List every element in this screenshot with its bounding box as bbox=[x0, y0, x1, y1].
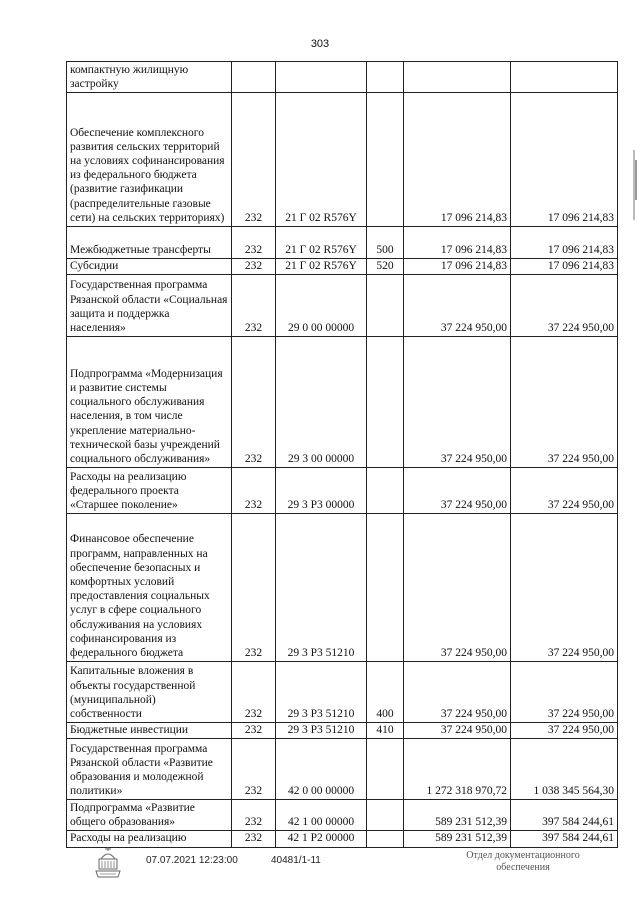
seal-icon bbox=[93, 845, 123, 881]
table-row bbox=[67, 275, 618, 337]
row-amount-b: 17 096 214,83 bbox=[511, 259, 618, 275]
row-amount-b: 37 224 950,00 bbox=[511, 662, 618, 723]
row-amount-b: 397 584 244,61 bbox=[511, 800, 618, 831]
table-row bbox=[67, 831, 618, 847]
row-amount-a: 17 096 214,83 bbox=[404, 259, 511, 275]
page-number: 303 bbox=[310, 38, 330, 50]
row-code: 232 bbox=[232, 93, 276, 227]
row-name: Государственная программа Рязанской области «Социальная защита и поддержка населения» bbox=[67, 275, 232, 337]
table-row bbox=[67, 227, 618, 259]
row-name: Финансовое обеспечение программ, направленных на обеспечение безопасных и комфортных условий предоставления социальных услуг в сфере социального обслуживания на условиях софинансирования из федерального бюджета bbox=[67, 514, 232, 662]
row-amount-b: 1 038 345 564,30 bbox=[511, 739, 618, 800]
row-amount-a: 17 096 214,83 bbox=[404, 227, 511, 259]
row-code: 232 bbox=[232, 800, 276, 831]
row-code: 232 bbox=[232, 227, 276, 259]
table-row bbox=[67, 93, 618, 227]
department-stamp bbox=[438, 850, 608, 874]
row-amount-b: 37 224 950,00 bbox=[511, 514, 618, 662]
row-target-article: 42 0 00 00000 bbox=[276, 739, 367, 800]
row-name: компактную жилищную застройку bbox=[67, 62, 232, 93]
table-row bbox=[67, 723, 618, 739]
row-code: 232 bbox=[232, 831, 276, 847]
row-expense-type bbox=[367, 800, 404, 831]
row-target-article: 29 3 Р3 51210 bbox=[276, 514, 367, 662]
row-amount-a: 1 272 318 970,72 bbox=[404, 739, 511, 800]
row-amount-a: 589 231 512,39 bbox=[404, 800, 511, 831]
row-expense-type bbox=[367, 275, 404, 337]
row-code: 232 bbox=[232, 662, 276, 723]
department-stamp-line1: Отдел документационного bbox=[466, 850, 580, 861]
row-amount-b: 397 584 244,61 bbox=[511, 831, 618, 847]
row-amount-a: 37 224 950,00 bbox=[404, 275, 511, 337]
row-target-article: 21 Г 02 R576Y bbox=[276, 227, 367, 259]
row-expense-type: 410 bbox=[367, 723, 404, 739]
row-target-article: 29 3 00 00000 bbox=[276, 337, 367, 468]
row-amount-a: 37 224 950,00 bbox=[404, 723, 511, 739]
row-amount-b: 37 224 950,00 bbox=[511, 468, 618, 514]
row-target-article: 42 1 Р2 00000 bbox=[276, 831, 367, 847]
row-code: 232 bbox=[232, 723, 276, 739]
table-row bbox=[67, 337, 618, 468]
row-target-article: 29 3 Р3 51210 bbox=[276, 662, 367, 723]
row-amount-b: 17 096 214,83 bbox=[511, 227, 618, 259]
row-code: 232 bbox=[232, 259, 276, 275]
row-expense-type bbox=[367, 514, 404, 662]
row-name: Расходы на реализацию федерального проекта «Старшее поколение» bbox=[67, 468, 232, 514]
row-amount-a: 37 224 950,00 bbox=[404, 514, 511, 662]
row-amount-a: 17 096 214,83 bbox=[404, 93, 511, 227]
row-target-article: 29 3 Р3 00000 bbox=[276, 468, 367, 514]
row-amount-a: 37 224 950,00 bbox=[404, 337, 511, 468]
row-amount-a: 37 224 950,00 bbox=[404, 468, 511, 514]
row-name: Субсидии bbox=[67, 259, 232, 275]
row-name: Государственная программа Рязанской области «Развитие образования и молодежной политики» bbox=[67, 739, 232, 800]
row-code: 232 bbox=[232, 468, 276, 514]
row-name: Капитальные вложения в объекты государственной (муниципальной) собственности bbox=[67, 662, 232, 723]
row-target-article: 21 Г 02 R576Y bbox=[276, 259, 367, 275]
row-code bbox=[232, 62, 276, 93]
row-target-article: 21 Г 02 R576Y bbox=[276, 93, 367, 227]
row-code: 232 bbox=[232, 739, 276, 800]
row-expense-type: 520 bbox=[367, 259, 404, 275]
row-amount-b bbox=[511, 62, 618, 93]
row-name: Бюджетные инвестиции bbox=[67, 723, 232, 739]
row-target-article: 29 0 00 00000 bbox=[276, 275, 367, 337]
table-row bbox=[67, 662, 618, 723]
row-expense-type bbox=[367, 337, 404, 468]
row-expense-type: 400 bbox=[367, 662, 404, 723]
print-datetime: 07.07.2021 12:23:00 bbox=[146, 855, 238, 866]
table-row bbox=[67, 468, 618, 514]
row-amount-a: 37 224 950,00 bbox=[404, 662, 511, 723]
row-expense-type bbox=[367, 93, 404, 227]
row-amount-a bbox=[404, 62, 511, 93]
row-target-article bbox=[276, 62, 367, 93]
registration-number: 40481/1-11 bbox=[271, 855, 321, 866]
row-amount-a: 589 231 512,39 bbox=[404, 831, 511, 847]
table-row bbox=[67, 514, 618, 662]
table-row bbox=[67, 800, 618, 831]
row-amount-b: 17 096 214,83 bbox=[511, 93, 618, 227]
row-name: Подпрограмма «Развитие общего образования» bbox=[67, 800, 232, 831]
row-target-article: 42 1 00 00000 bbox=[276, 800, 367, 831]
row-name: Межбюджетные трансферты bbox=[67, 227, 232, 259]
row-name: Подпрограмма «Модернизация и развитие системы социального обслуживания населения, в том числе укрепление материально-технической базы учреждений социального обслуживания» bbox=[67, 337, 232, 468]
row-expense-type bbox=[367, 62, 404, 93]
scan-edge-marks bbox=[632, 150, 638, 220]
row-expense-type: 500 bbox=[367, 227, 404, 259]
row-amount-b: 37 224 950,00 bbox=[511, 275, 618, 337]
table-row bbox=[67, 259, 618, 275]
row-expense-type bbox=[367, 739, 404, 800]
row-name: Обеспечение комплексного развития сельских территорий на условиях софинансирования из федерального бюджета (развитие газификации (распределительные газовые сети) на сельских территориях) bbox=[67, 93, 232, 227]
table-row bbox=[67, 62, 618, 93]
department-stamp-line2: обеспечения bbox=[496, 862, 550, 873]
row-expense-type bbox=[367, 468, 404, 514]
row-amount-b: 37 224 950,00 bbox=[511, 723, 618, 739]
row-code: 232 bbox=[232, 275, 276, 337]
row-name: Расходы на реализацию bbox=[67, 831, 232, 847]
row-amount-b: 37 224 950,00 bbox=[511, 337, 618, 468]
budget-table bbox=[66, 61, 618, 848]
row-code: 232 bbox=[232, 514, 276, 662]
row-expense-type bbox=[367, 831, 404, 847]
row-code: 232 bbox=[232, 337, 276, 468]
table-row bbox=[67, 739, 618, 800]
row-target-article: 29 3 Р3 51210 bbox=[276, 723, 367, 739]
